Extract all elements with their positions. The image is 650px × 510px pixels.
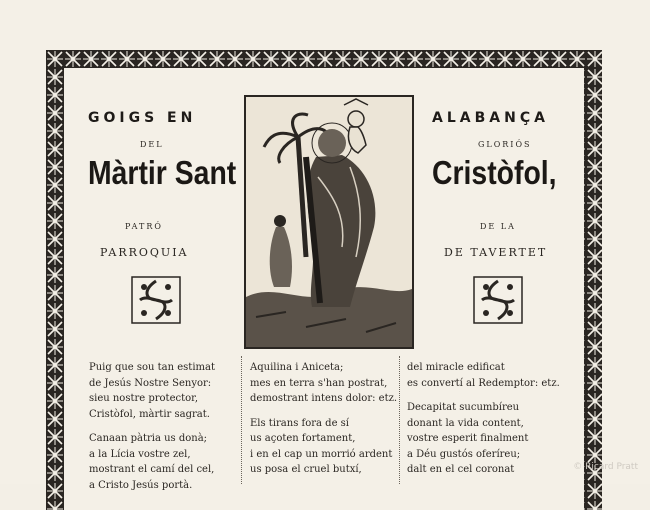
verse-column-1 [89, 360, 215, 493]
verse-line: a Déu gustós oferíreu; [407, 448, 521, 460]
verse-line: Aquilina i Aniceta; [250, 362, 344, 373]
verse-line: Canaan pàtria us donà; [89, 433, 208, 444]
verse-line: us açoten fortament, [250, 433, 356, 444]
left-big-title: Màrtir Sant [88, 154, 237, 191]
right-small-2: DE LA [480, 222, 516, 231]
verse-line: vostre esperit finalment [407, 433, 529, 444]
saint-christopher-woodcut [244, 95, 414, 349]
right-small-1: GLORIÓS [478, 140, 532, 149]
verse-line: Cristòfol, màrtir sagrat. [89, 408, 210, 420]
verse-line: del miracle edificat [407, 362, 505, 373]
column-divider [399, 356, 400, 484]
verse-line: Els tirans fora de sí [250, 417, 349, 429]
verse-line: sieu nostre protector, [89, 393, 198, 404]
right-mid: DE TAVERTET [444, 246, 548, 259]
right-big-title: Cristòfol, [432, 154, 557, 191]
column-divider [241, 356, 242, 484]
verse-line: mes en terra s'han postrat, [250, 377, 388, 389]
verse-line: a la Lícia vostre zel, [89, 448, 191, 460]
verse-line: donant la vida content, [407, 417, 524, 429]
verse-line: de Jesús Nostre Senyor: [89, 377, 212, 389]
verse-column-2 [250, 360, 397, 478]
verse-line: Puig que sou tan estimat [89, 362, 215, 373]
left-mid: PARROQUIA [100, 246, 189, 259]
left-title: GOIGS EN [88, 110, 197, 126]
verse-line: a Cristo Jesús portà. [89, 479, 193, 491]
verse-line: Decapitat sucumbíreu [407, 402, 520, 413]
verse-line: es convertí al Redemptor: etz. [407, 377, 560, 389]
woodcut-illustration [246, 97, 412, 347]
floral-ornament-right-icon [472, 275, 524, 325]
left-small-1: DEL [140, 140, 164, 149]
verse-line: us posa el cruel butxí, [250, 464, 362, 475]
floral-ornament-left-icon [130, 275, 182, 325]
verse-line: dalt en el cel coronat [407, 464, 515, 475]
watermark: © Ricard Pratt [573, 462, 638, 472]
left-small-2: PATRÓ [125, 222, 163, 231]
verse-line: i en el cap un morrió ardent [250, 448, 393, 460]
verse-line: demostrant intens dolor: etz. [250, 393, 398, 404]
right-title: ALABANÇA [432, 110, 549, 126]
verse-line: mostrant el camí del cel, [89, 464, 215, 475]
verse-column-3 [407, 360, 560, 478]
